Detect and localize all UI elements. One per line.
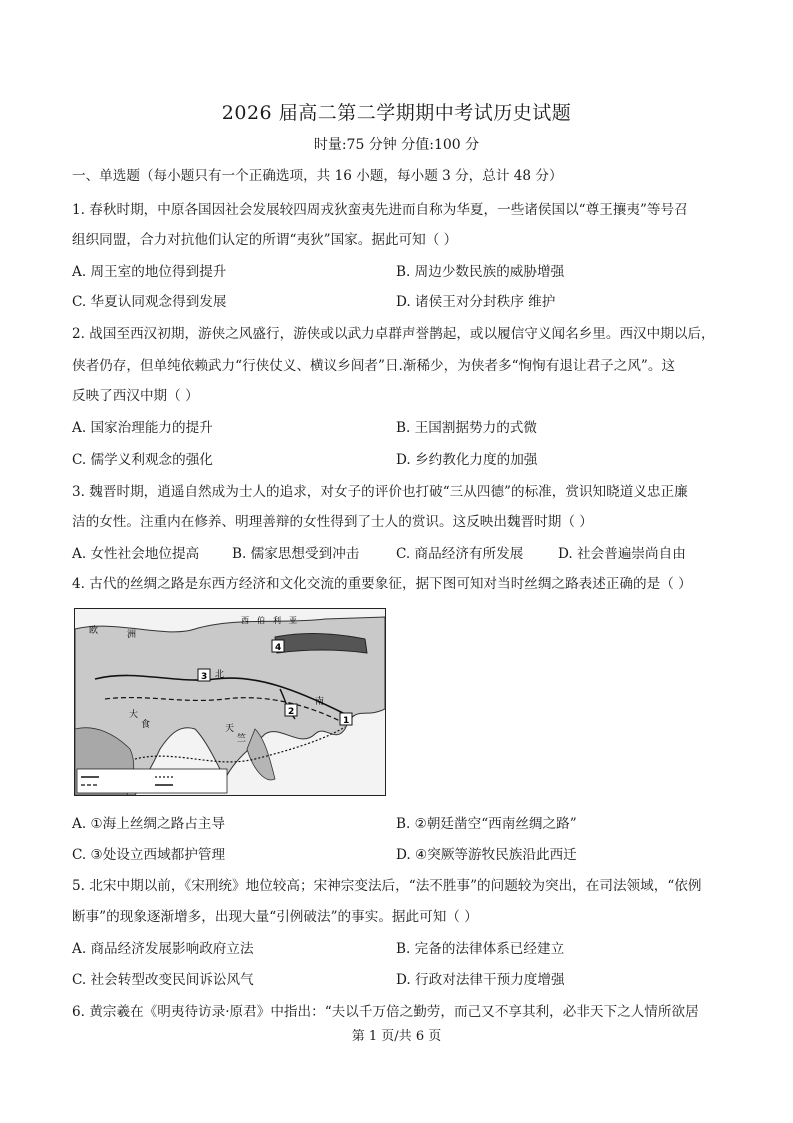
map-label-zhou: 洲: [127, 630, 137, 640]
q2-option-c[interactable]: C. 儒学义利观念的强化: [72, 452, 213, 468]
q2-line-3: 反映了西汉中期（ ）: [72, 388, 199, 404]
map-label-da: 大: [129, 710, 139, 720]
map-label-bo: 伯: [257, 616, 265, 625]
q5-option-c[interactable]: C. 社会转型改变民间诉讼风气: [72, 972, 254, 988]
q5-option-a[interactable]: A. 商品经济发展影响政府立法: [72, 941, 254, 957]
q1-option-c[interactable]: C. 华夏认同观念得到发展: [72, 294, 227, 310]
map-marker-4: 4: [275, 643, 282, 653]
q3-line-2: 洁的女性。注重内在修养、明理善辩的女性得到了士人的赏识。这反映出魏晋时期（ ）: [72, 514, 593, 530]
q2-line-2: 侠者仍存，但单纯依赖武力“行侠仗义、横议乡闾者”日.渐稀少，为侠者多“恂恂有退让君子之风”。这: [72, 358, 676, 374]
q3-option-a[interactable]: A. 女性社会地位提高: [72, 546, 200, 562]
map-label-ou: 欧: [89, 626, 99, 636]
map-label-zhu: 竺: [237, 734, 247, 744]
q4-option-b[interactable]: B. ②朝廷凿空“西南丝绸之路”: [396, 816, 577, 832]
q1-line-1: 1. 春秋时期，中原各国因社会发展较四周戎狄蛮夷先进而自称为华夏，一些诸侯国以“尊王攘夷”等号召: [72, 202, 688, 218]
q3-line-1: 3. 魏晋时期，逍遥自然成为士人的追求，对女子的评价也打破“三从四德”的标准，赏识知晓道义忠正廉: [72, 484, 688, 500]
map-label-nan: 南: [315, 697, 325, 707]
q1-option-d[interactable]: D. 诸侯王对分封秩序 维护: [396, 294, 556, 310]
exam-title: 2026 届高二第二学期期中考试历史试题: [221, 102, 572, 124]
exam-meta: 时量:75 分钟 分值:100 分: [313, 137, 480, 153]
q4-option-d[interactable]: D. ④突厥等游牧民族沿此西迁: [396, 847, 577, 863]
q4-option-c[interactable]: C. ③处设立西域都护管理: [72, 847, 226, 863]
q6-line-1: 6. 黄宗羲在《明夷待访录·原君》中指出：“夫以千万倍之勤劳，而己又不享其利，必非天下之人情所欲居: [72, 1004, 699, 1020]
map-label-shi: 食: [141, 720, 151, 730]
map-marker-3: 3: [201, 672, 208, 682]
q2-option-a[interactable]: A. 国家治理能力的提升: [72, 420, 213, 436]
q5-option-d[interactable]: D. 行政对法律干预力度增强: [396, 972, 565, 988]
q5-option-b[interactable]: B. 完备的法律体系已经建立: [396, 941, 565, 957]
map-label-xi: 西: [241, 616, 249, 625]
map-label-li: 利: [273, 616, 281, 625]
map-label-bei: 北: [215, 670, 225, 680]
map-marker-1: 1: [343, 716, 350, 726]
section-heading: 一、单选题（每小题只有一个正确选项，共 16 小题，每小题 3 分，总计 48 分）: [72, 168, 563, 184]
q1-line-2: 组织同盟，合力对抗他们认定的所谓“夷狄”国家。据此可知（ ）: [72, 232, 458, 248]
q1-option-b[interactable]: B. 周边少数民族的威胁增强: [396, 264, 565, 280]
q3-option-b[interactable]: B. 儒家思想受到冲击: [232, 546, 360, 562]
q4-option-a[interactable]: A. ①海上丝绸之路占主导: [72, 816, 225, 832]
q3-option-d[interactable]: D. 社会普遍崇尚自由: [558, 546, 686, 562]
q5-line-1: 5. 北宋中期以前，《宋刑统》地位较高；宋神宗变法后，“法不胜事”的问题较为突出，在司法领域，“依例: [72, 878, 702, 894]
q2-option-d[interactable]: D. 乡约教化力度的加强: [396, 452, 538, 468]
map-label-tian: 天: [225, 724, 235, 734]
map-label-ya: 亚: [289, 616, 297, 625]
q2-option-b[interactable]: B. 王国割据势力的式微: [396, 420, 537, 436]
q3-option-c[interactable]: C. 商品经济有所发展: [396, 546, 524, 562]
page-footer: 第 1 页/共 6 页: [351, 1029, 442, 1044]
q1-option-a[interactable]: A. 周王室的地位得到提升: [72, 264, 227, 280]
silk-road-map-graphic: [75, 609, 385, 795]
silk-road-map: [74, 608, 386, 796]
q2-line-1: 2. 战国至西汉初期，游侠之风盛行，游侠或以武力卓群声誉鹊起，或以履信守义闻名乡里。西汉中期以后，: [72, 326, 715, 342]
q5-line-2: 断事”的现象逐渐增多，出现大量“引例破法”的事实。据此可知（ ）: [72, 909, 478, 925]
map-marker-2: 2: [288, 707, 295, 717]
q4-line-1: 4. 古代的丝绸之路是东西方经济和文化交流的重要象征，据下图可知对当时丝绸之路表述正确的是（ ）: [72, 576, 692, 592]
